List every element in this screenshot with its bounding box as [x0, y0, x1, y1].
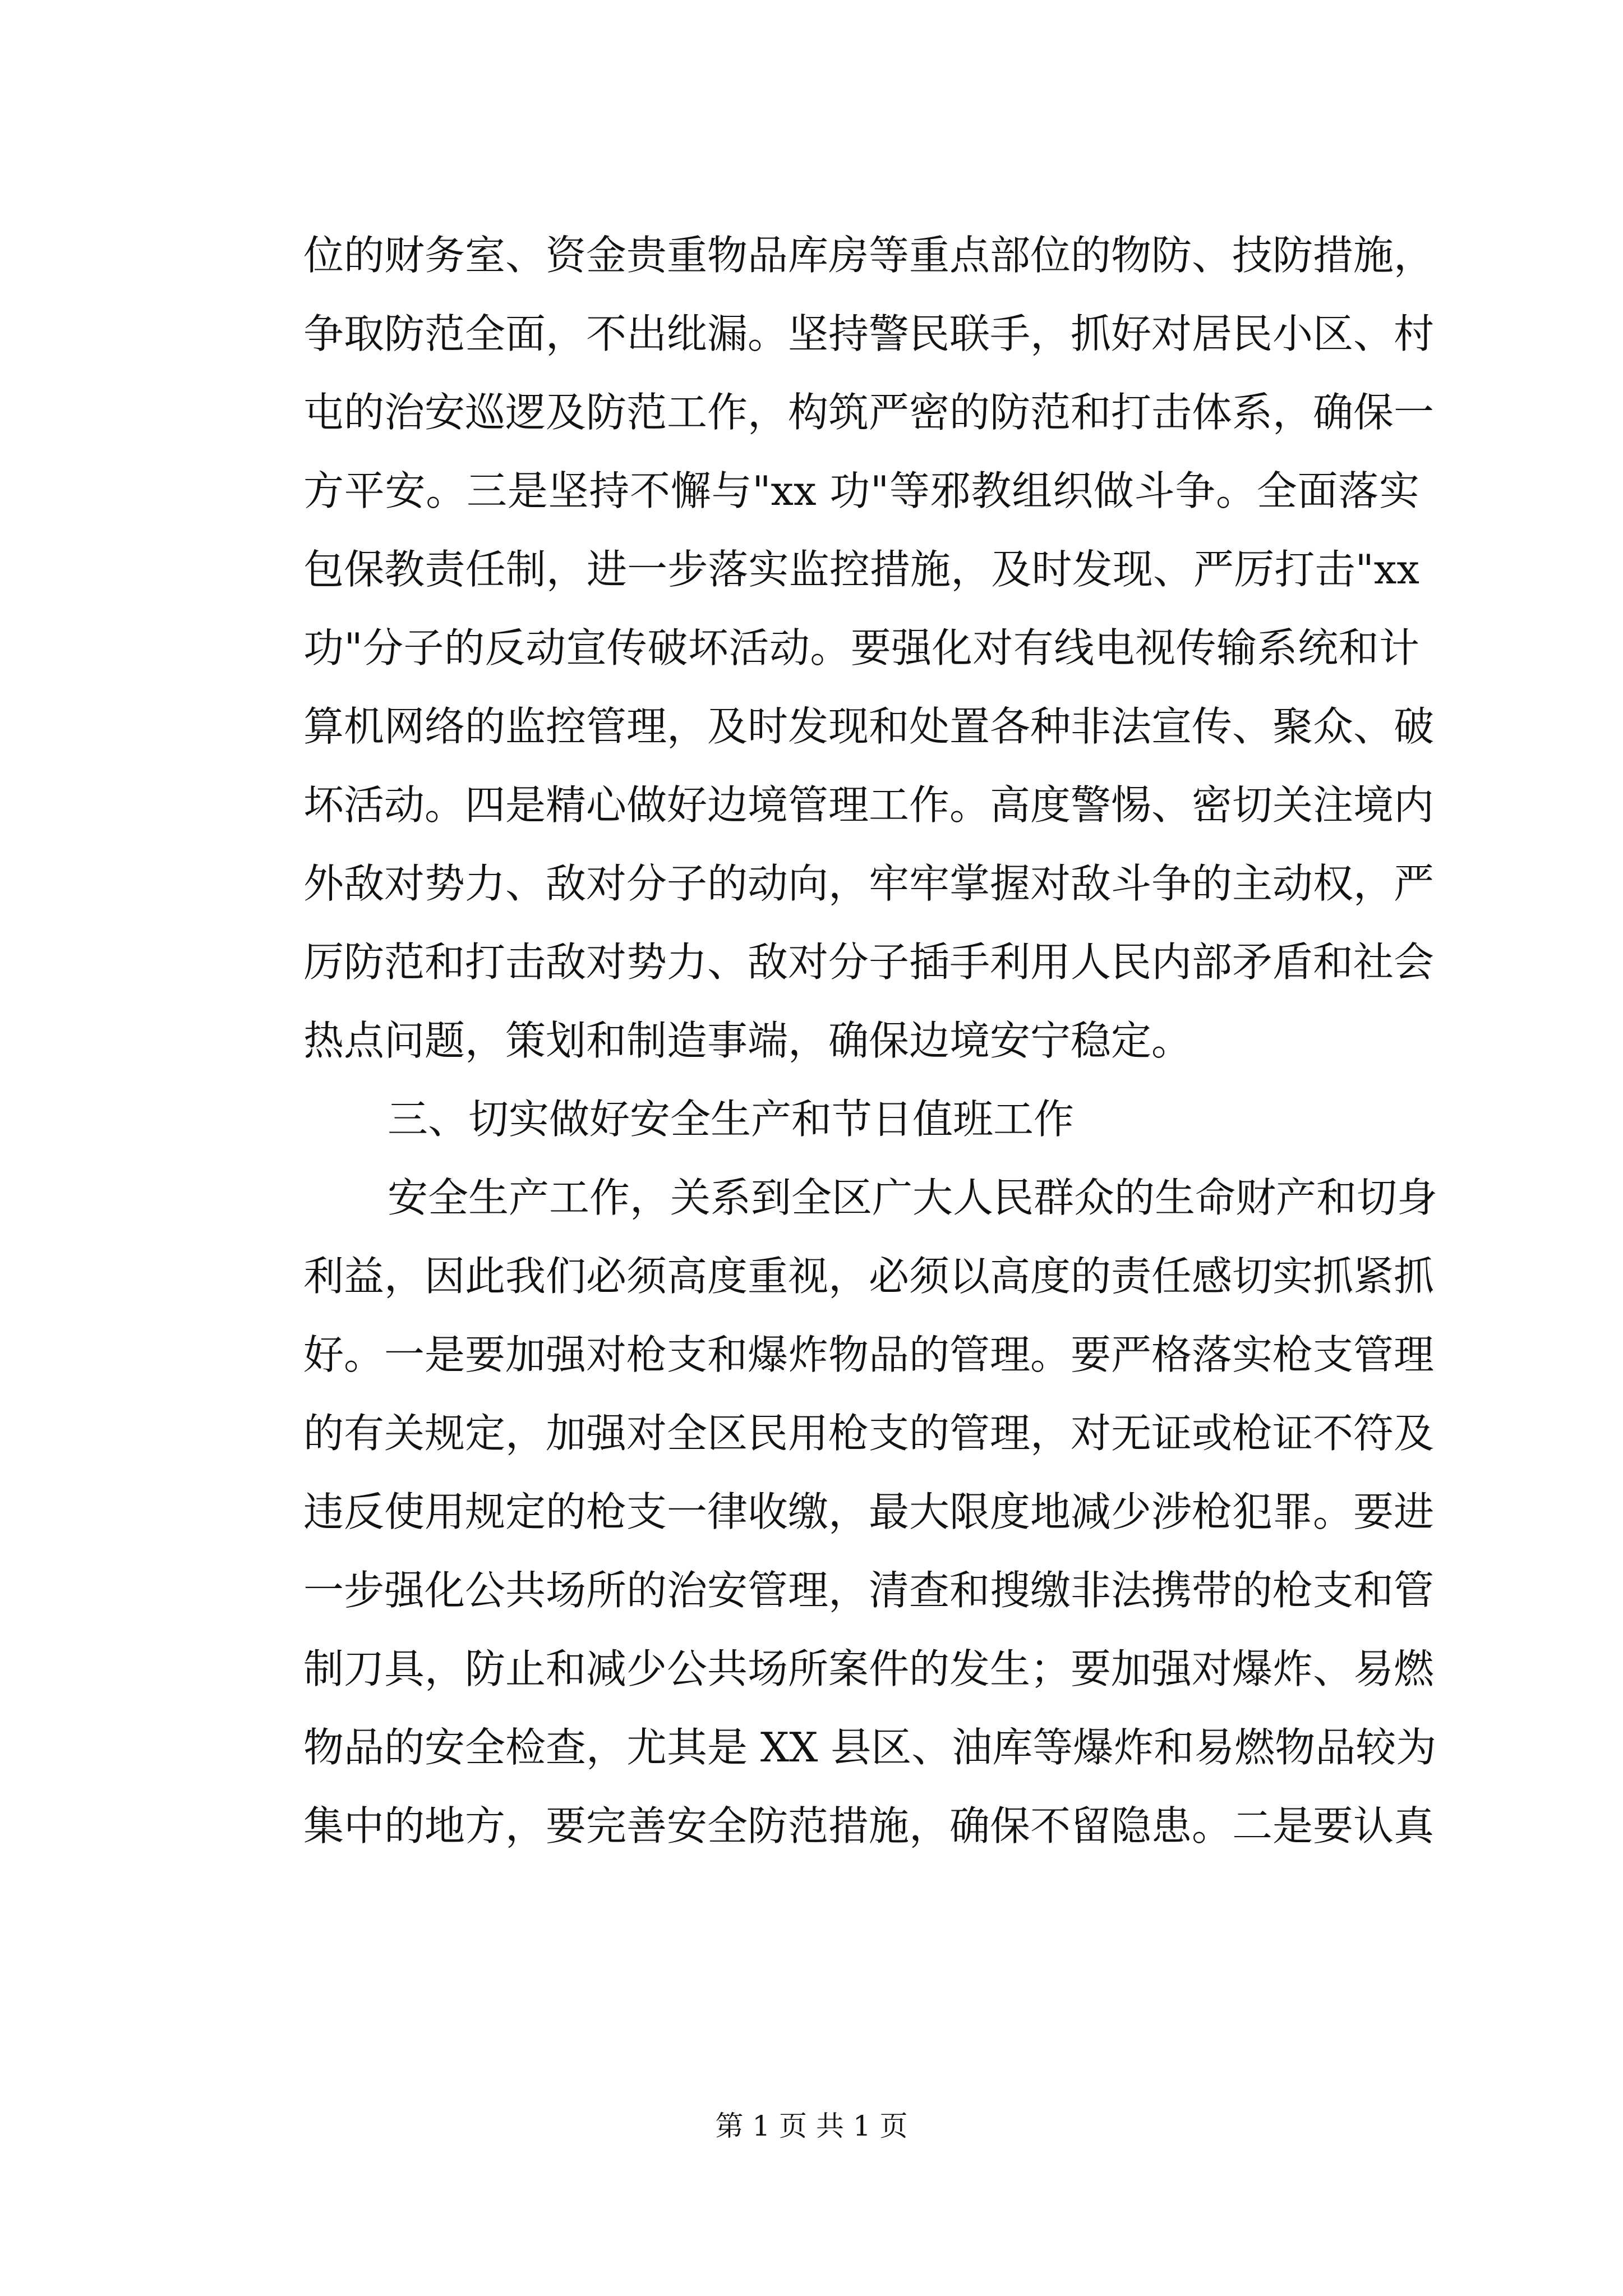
text-line: 安全生产工作，关系到全区广大人民群众的生命财产和切身: [388, 1174, 1438, 1221]
text-line: 一步强化公共场所的治安管理，清查和搜缴非法携带的枪支和管: [303, 1567, 1435, 1614]
text-line: 屯的治安巡逻及防范工作，构筑严密的防范和打击体系，确保一: [303, 389, 1435, 436]
section-heading: 三、切实做好安全生产和节日值班工作: [388, 1096, 1075, 1143]
text-line: 位的财务室、资金贵重物品库房等重点部位的物防、技防措施，: [303, 232, 1435, 279]
text-line: 厉防范和打击敌对势力、敌对分子插手利用人民内部矛盾和社会: [303, 938, 1435, 986]
text-line: 集中的地方，要完善安全防范措施，确保不留隐患。二是要认真: [303, 1802, 1435, 1849]
text-line: 外敌对势力、敌对分子的动向，牢牢掌握对敌斗争的主动权，严: [303, 860, 1435, 907]
text-line: 利益，因此我们必须高度重视，必须以高度的责任感切实抓紧抓: [303, 1253, 1435, 1300]
text-line: 好。一是要加强对枪支和爆炸物品的管理。要严格落实枪支管理: [303, 1331, 1435, 1378]
text-line: 功"分子的反动宣传破坏活动。要强化对有线电视传输系统和计: [303, 624, 1419, 671]
text-line: 违反使用规定的枪支一律收缴，最大限度地减少涉枪犯罪。要进: [303, 1488, 1435, 1535]
text-line: 包保教责任制，进一步落实监控措施，及时发现、严厉打击"xx: [303, 546, 1419, 593]
text-line: 物品的安全检查，尤其是 XX 县区、油库等爆炸和易燃物品较为: [303, 1724, 1437, 1771]
text-line: 方平安。三是坚持不懈与"xx 功"等邪教组织做斗争。全面落实: [303, 467, 1419, 514]
document-body: [303, 216, 1438, 1865]
page-footer: 第 1 页 共 1 页: [715, 2110, 908, 2142]
text-line: 热点问题，策划和制造事端，确保边境安宁稳定。: [303, 1017, 1192, 1064]
text-line: 算机网络的监控管理，及时发现和处置各种非法宣传、聚众、破: [303, 703, 1435, 750]
text-line: 制刀具，防止和减少公共场所案件的发生；要加强对爆炸、易燃: [303, 1645, 1435, 1692]
text-line: 争取防范全面，不出纰漏。坚持警民联手，抓好对居民小区、村: [303, 310, 1435, 357]
text-line: 坏活动。四是精心做好边境管理工作。高度警惕、密切关注境内: [303, 781, 1435, 829]
text-line: 的有关规定，加强对全区民用枪支的管理，对无证或枪证不符及: [303, 1410, 1435, 1457]
